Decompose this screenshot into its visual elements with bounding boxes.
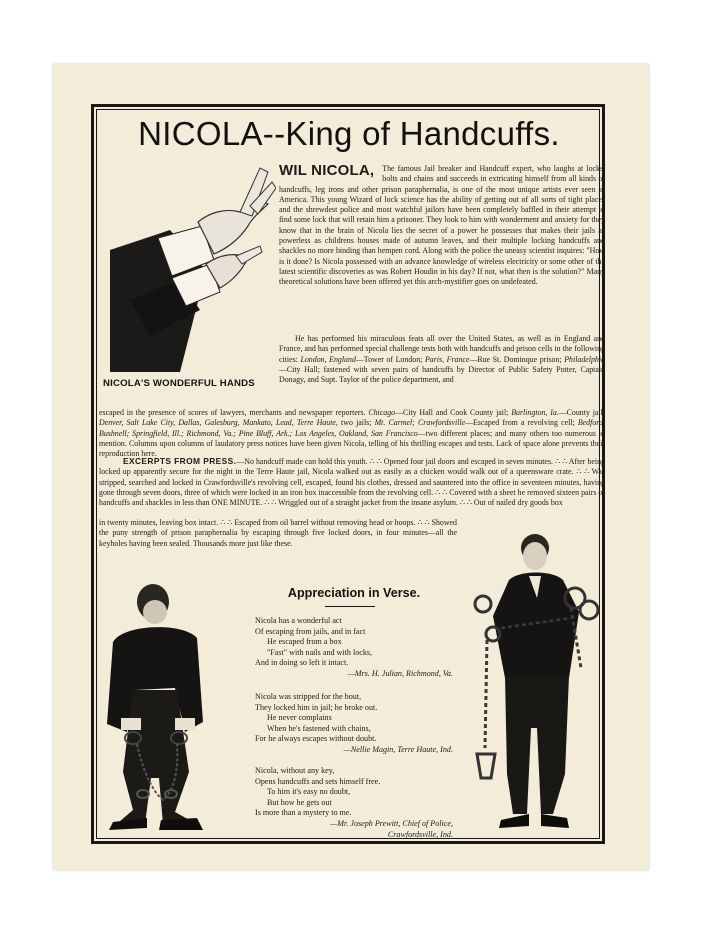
city-list: Denver, Salt Lake City, Dallas, Galesburg, Mankato, Lead, Terre Haute,: [99, 418, 338, 428]
verse-line: Is more than a mystery to me.: [255, 808, 352, 818]
intro-text: The famous Jail breaker and Handcuff expert, who laughs at locks, bolts and chains and succeeds in extricating himself from all kinds of handcuffs, leg irons and other prison paraphernalia, is one of the most unique artists ever seen in America. This young Wizard of lock science has the ability of getting out of all sorts of tight places and the shrewdest police and most watchful jailors have been completely baffled in their attempt to find some lock that will retain him a prisoner. They look to him with wonderment and anxiety for they know that in the brain of Nicola lies the secret of a power he possesses that makes their jails as powerless as childrens houses made of autumn leaves, and their multiple locking handcuffs and shackles no more binding than hempen cord. Along with the police the uneasy scientist inquires: "How is it done? Is Nicola possessed with an advance knowledge of wireless electricity or some other of the latest scientific discoveries as was Robert Houdin in his day? If not, what then is the solution?" Many theoretical solutions have been offered yet this arch-mystifier goes on undefeated.: [279, 164, 605, 287]
perf-text: —City Hall and Cook County jail;: [395, 408, 509, 417]
city-burlington: Burlington, Ia.: [511, 408, 559, 417]
verse-line: For he always escapes without doubt.: [255, 734, 377, 744]
verse-line: Of escaping from jails, and in fact: [255, 626, 366, 636]
verse-stanza-2: [255, 692, 471, 756]
press-excerpts: [99, 456, 605, 508]
perf-text: —City Hall; fastened with seven pairs of handcuffs by Director of Public Safety Potter, Captain Donagy, and Supt. Taylor of the police department, and: [279, 364, 605, 385]
verse-attribution: —Nellie Magin, Terre Haute, Ind.: [343, 744, 453, 754]
intro-paragraph: [279, 164, 605, 288]
perf-text: He has performed his miraculous feats all over the United States, as well as in England and France, and has performed special challenge tests both with handcuffs and prison cells in the following cities:: [279, 334, 605, 364]
performances-paragraph: [279, 334, 605, 385]
verse-attribution-place: Crawfordsville, Ind.: [387, 829, 453, 839]
perf-text: —Rue St. Dominque prison;: [469, 354, 562, 364]
verse-line: Nicola has a wonderful act: [255, 616, 342, 625]
verse-stanza-1: [255, 616, 471, 680]
perf-text: —two different places; and many others too numerous to mention. Columns upon columns of laudatory press notices have been given Nicola, telling of his thrilling escapes and tests. Lack of space alone prevents their reproduction here.: [99, 428, 606, 459]
verse-line: "Fast" with nails and with locks,: [267, 647, 373, 657]
verse-line: Nicola was stripped for the bout,: [255, 692, 362, 701]
perf-text: escaped in the presence of scores of lawyers, merchants and newspaper reporters.: [99, 408, 366, 417]
excerpts-text: —No handcuff made can hold this youth. ∴ ∴ Opened four jail doors and escaped in seven minutes. ∴ ∴ After being locked up apparently secure for the night in the Terre Haute jail, Nicola walked out as easily as a chicken would walk out of a queensware crate. ∴ ∴ Was stripped, searched and locked in Crawfordsville's revolving cell, escaped, found his clothes, dressed and sauntered into the office in seventeen minutes, having gone through seven doors, three of which were locked in an iron box inaccessible from the revolving cell. ∴ ∴ Covered with a sheet he removed sixteen pairs of handcuffs and shackles in less than ONE MINUTE. ∴ ∴ Wriggled out of a straight jacket from the insane asylum. ∴ ∴ Out of nailed dry goods box: [99, 457, 606, 508]
hands-illustration: [110, 160, 276, 372]
hands-caption: NICOLA'S WONDERFUL HANDS: [103, 378, 255, 389]
city-london: London, England: [300, 354, 356, 364]
verse-line: But how he gets out: [267, 797, 332, 807]
city-list: Bedford, Bushnell; Springfield, Ill.; Richmond, Va.; Pine Bluff, Ark.; Los Angeles, Oakland, San Francisco: [99, 418, 605, 438]
photo-crouching-escape-artist: [93, 572, 221, 834]
perf-text: —Escaped from a revolving cell;: [465, 418, 575, 428]
perf-text: two jails;: [341, 418, 372, 428]
verse-line: Nicola, without any key,: [255, 766, 335, 775]
verse-line: When he's fastened with chains,: [267, 723, 371, 733]
performances-continued: [99, 408, 605, 459]
page-content: [53, 64, 649, 870]
verse-line: He never complains: [267, 713, 332, 723]
excerpts-heading: EXCERPTS FROM PRESS.: [123, 456, 237, 466]
verse-attribution: —Mrs. H. Julian, Richmond, Va.: [347, 668, 453, 678]
verse-line: He escaped from a box: [267, 637, 342, 647]
perf-text: —Tower of London;: [355, 354, 423, 364]
verse-line: And in doing so left it intact.: [255, 658, 349, 668]
verse-title: Appreciation in Verse.: [287, 586, 421, 600]
verse-attribution: —Mr. Joseph Prewitt, Chief of Police,: [330, 818, 453, 828]
poster-title: NICOLA--King of Handcuffs.: [138, 115, 560, 152]
photo-standing-man-with-chains: [471, 528, 605, 834]
verse-line: Opens handcuffs and sets himself free.: [255, 776, 381, 786]
press-excerpts-tail: in twenty minutes, leaving box intact. ∴ ∴ Escaped from oil barrel without removing head or hoops. ∴ ∴ Showed the puny strength of prison paraphernalia by escaping through five locked doors, in four minutes—all the keyholes having been sealed. Thousands more just like these.: [99, 518, 457, 548]
verse-line: To him it's easy no doubt,: [267, 787, 351, 797]
city-paris: Paris, France: [424, 354, 470, 364]
city-philadelphia: Philadelphia: [564, 354, 605, 364]
city-list: Mt. Carmel; Crawfordsville: [374, 418, 466, 428]
lead-name: WIL NICOLA,: [279, 162, 375, 179]
verse-stanza-3: [255, 766, 471, 840]
city-chicago: Chicago: [368, 408, 396, 417]
perf-text: —County jail;: [558, 408, 606, 417]
verse-divider: [325, 606, 375, 607]
verse-line: They locked him in jail; he broke out.: [255, 702, 378, 712]
